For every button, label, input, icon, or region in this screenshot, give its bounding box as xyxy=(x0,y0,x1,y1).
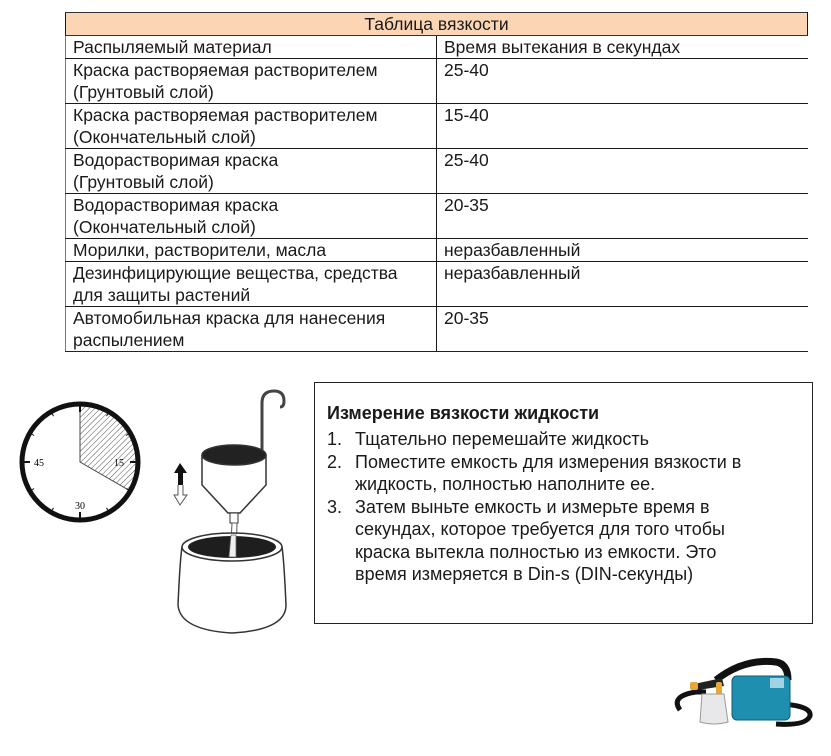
table-row xyxy=(66,262,808,307)
material-line: Автомобильная краска для нанесения xyxy=(73,308,386,328)
material-line: Морилки, растворители, масла xyxy=(73,240,327,260)
material-cell xyxy=(66,194,437,239)
clock-label-30: 30 xyxy=(75,501,85,512)
material-line: (Грунтовый слой) xyxy=(73,172,214,192)
step-number: 1. xyxy=(327,429,343,449)
material-line: (Окончательный слой) xyxy=(73,127,256,147)
material-cell xyxy=(66,149,437,194)
step-line: секундах, которое требуется для того чтобы xyxy=(355,519,725,539)
table-row xyxy=(66,104,808,149)
material-cell xyxy=(66,262,437,307)
material-line: Водорастворимая краска xyxy=(73,195,279,215)
material-line: Краска растворяемая растворителем xyxy=(73,60,378,80)
stopwatch-illustration xyxy=(18,400,142,524)
material-line: распылением xyxy=(73,330,185,350)
instruction-step xyxy=(327,451,812,496)
elapsed-time-wedge xyxy=(80,406,136,490)
clock-label-45: 45 xyxy=(34,458,44,469)
table-row xyxy=(66,239,808,262)
viscometer-cup-illustration xyxy=(170,385,295,640)
instructions-title: Измерение вязкости жидкости xyxy=(327,403,600,423)
viscosity-table xyxy=(65,12,808,352)
table-row xyxy=(66,307,808,352)
time-cell: 20-35 xyxy=(437,194,808,239)
step-number: 3. xyxy=(327,496,343,517)
cup-liquid xyxy=(202,445,266,465)
spray-nozzle xyxy=(690,682,698,690)
table-row xyxy=(66,194,808,239)
material-line: Дезинфицирующие вещества, средства xyxy=(73,263,398,283)
sprayer-handle xyxy=(770,678,784,688)
table-title: Таблица вязкости xyxy=(66,13,808,36)
step-line: жидкость, полностью наполните ее. xyxy=(355,474,656,494)
material-line: для защиты растений xyxy=(73,285,251,305)
table-header-row xyxy=(66,36,808,59)
time-cell: неразбавленный xyxy=(437,239,808,262)
step-line: время измеряется в Din-s (DIN-секунды) xyxy=(355,564,694,584)
table-row xyxy=(66,149,808,194)
step-line: Поместите емкость для измерения вязкости в xyxy=(355,451,742,472)
material-line: Краска растворяемая растворителем xyxy=(73,105,378,125)
step-line: Затем выньте емкость и измерьте время в xyxy=(355,496,710,517)
paint-sprayer-image xyxy=(672,652,817,732)
instruction-step xyxy=(327,496,812,586)
hook-icon xyxy=(262,391,284,453)
material-cell xyxy=(66,307,437,352)
material-cell xyxy=(66,59,437,104)
material-cell xyxy=(66,104,437,149)
step-line: Тщательно перемешайте жидкость xyxy=(355,429,649,449)
step-number: 2. xyxy=(327,451,343,472)
instruction-step xyxy=(327,428,812,451)
time-cell: 15-40 xyxy=(437,104,808,149)
column-header-time: Время вытекания в секундах xyxy=(437,36,808,59)
time-cell: неразбавленный xyxy=(437,262,808,307)
material-line: Водорастворимая краска xyxy=(73,150,279,170)
column-header-material: Распыляемый материал xyxy=(66,36,437,59)
paint-container xyxy=(700,694,728,724)
material-cell xyxy=(66,239,437,262)
time-cell: 25-40 xyxy=(437,59,808,104)
arrow-down-icon xyxy=(174,485,187,505)
arrow-up-icon xyxy=(174,463,187,485)
material-line: (Грунтовый слой) xyxy=(73,82,214,102)
instructions-box xyxy=(314,382,813,624)
time-cell: 25-40 xyxy=(437,149,808,194)
step-line: краска вытекла полностью из емкости. Это xyxy=(355,541,717,562)
time-cell: 20-35 xyxy=(437,307,808,352)
table-title-row xyxy=(66,13,808,36)
material-line: (Окончательный слой) xyxy=(73,217,256,237)
clock-label-15: 15 xyxy=(114,458,124,469)
table-row xyxy=(66,59,808,104)
cup-nozzle xyxy=(230,513,238,523)
instructions-list xyxy=(327,428,812,586)
